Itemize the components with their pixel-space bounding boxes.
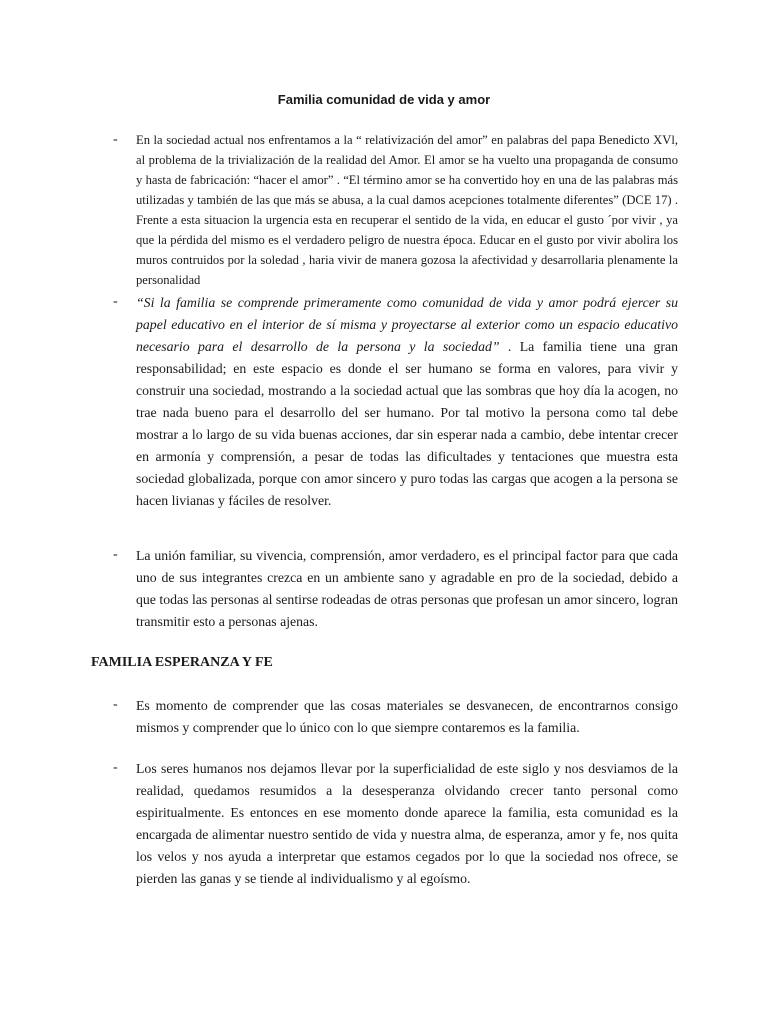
document-title: Familia comunidad de vida y amor [277, 92, 491, 107]
bullet-dash: - [113, 547, 118, 562]
bullet-dash: - [113, 760, 118, 775]
bullet-dash: - [113, 132, 118, 147]
paragraph: Es momento de comprender que las cosas materiales se desvanecen, de encontrarnos consigo mismos y comprender que lo único con lo que siempre contaremos es la familia. [136, 698, 678, 735]
paragraph: En la sociedad actual nos enfrentamos a la “ relativización del amor” en palabras del papa Benedicto XVl, al problema de la trivialización de la realidad del Amor. El amor se ha vuelto una propaganda de consumo y hasta de fabricación: “hacer el amor” . “El término amor se ha convertido hoy en una de las palabras más utilizadas y también de las que más se abusa, a la cual damos acepciones totalmente diferentes” (DCE 17) . Frente a esta situacion la urgencia esta en recuperar el sentido de la vida, en educar el gusto ´por vivir , ya que la pérdida del mismo es el verdadero peligro de nuestra época. Educar en el gusto por vivir abolira los muros contruidos por la soledad , haria vivir de manera gozosa la afectividad y desarrollaria plenamente la personalidad [136, 133, 678, 287]
paragraph: La unión familiar, su vivencia, comprensión, amor verdadero, es el principal factor para que cada uno de sus integrantes crezca en un ambiente sano y agradable en pro de la sociedad, debido a que todas las personas al sentirse rodeadas de otras personas que profesan un amor sincero, logran transmitir esto a personas ajenas. [136, 548, 678, 629]
bullet-dash: - [113, 294, 118, 309]
paragraph-body: . La familia tiene una gran responsabilidad; en este espacio es donde el ser humano se forma en valores, para vivir y construir una sociedad, mostrando a la sociedad actual que las sombras que hoy día la acogen, no trae nada bueno para el desarrollo del ser humano. Por tal motivo la persona como tal debe mostrar a lo largo de su vida buenas acciones, dar sin esperar nada a cambio, debe intentar crecer en armonía y comprensión, a pesar de todas las dificultades y tentaciones que muestra esta sociedad globalizada, porque con amor sincero y puro todas las cargas que acogen a la persona se hacen livianas y fáciles de resolver. [136, 339, 678, 508]
section-heading: FAMILIA ESPERANZA Y FE [91, 655, 273, 670]
bullet-dash: - [113, 697, 118, 712]
paragraph [136, 292, 678, 512]
paragraph: Los seres humanos nos dejamos llevar por la superficialidad de este siglo y nos desviamos de la realidad, quedamos resumidos a la desesperanza olvidando crecer tanto personal como espiritualmente. Es entonces en ese momento donde aparece la familia, esta comunidad es la encargada de alimentar nuestro sentido de vida y nuestra alma, de esperanza, amor y fe, nos quita los velos y nos ayuda a interpretar que estamos cegados por lo que la sociedad nos ofrece, se pierden las ganas y se tiende al individualismo y al egoísmo. [136, 761, 678, 886]
quote-text: “Si la familia se comprende primeramente como comunidad de vida y amor podrá ejercer su papel educativo en el interior de sí misma y proyectarse al exterior como un espacio educativo necesario para el desarrollo de la persona y la sociedad” [136, 295, 678, 354]
